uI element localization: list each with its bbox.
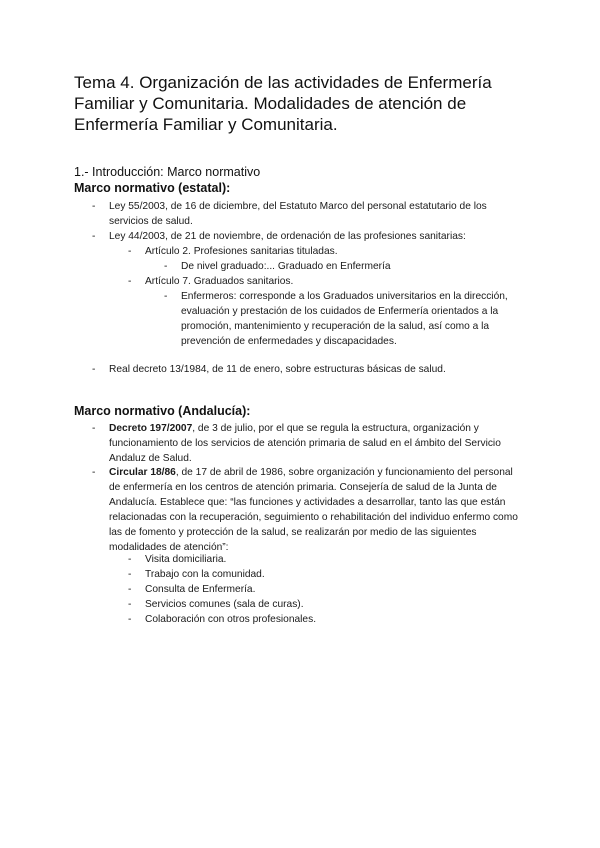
list-item-circular-18: Circular 18/86, de 17 de abril de 1986, sobre organización y funcionamiento del personal de enfermería en los centros de atención primaria. Consejería de salud de la Junta de Andalucía. Establece que: “las funciones y actividades a desarrollar, tanto las que están relacionadas con la recuperación, seguimiento o rehabilitación del individuo enfermo como las de fomento y protección de la salud, se realizarán por medio de las siguientes modalidades de atención”: [109, 467, 518, 553]
bullet-dash: - [92, 423, 96, 434]
bullet-dash: - [128, 614, 132, 625]
list-item-ley-44: Ley 44/2003, de 21 de noviembre, de ordenación de las profesiones sanitarias: [109, 231, 466, 242]
bullet-dash: - [128, 599, 132, 610]
list-item-nivel-graduado: De nivel graduado:... Graduado en Enfermería [181, 261, 391, 272]
list-item-ley-55: Ley 55/2003, de 16 de diciembre, del Estatuto Marco del personal estatutario de los servicios de salud. [109, 201, 487, 227]
bullet-dash: - [164, 261, 168, 272]
modalidad-item: Consulta de Enfermería. [145, 584, 256, 595]
modalidad-item: Colaboración con otros profesionales. [145, 614, 317, 625]
list-item-articulo-7: Artículo 7. Graduados sanitarios. [145, 276, 294, 287]
list-item-enfermeros: Enfermeros: corresponde a los Graduados universitarios en la dirección, evaluación y prestación de los cuidados de Enfermería orientados a la promoción, mantenimiento y recuperación de la salud, así como a la prevención de enfermedades y discapacidades. [181, 291, 508, 347]
modalidad-item: Trabajo con la comunidad. [145, 569, 265, 580]
bullet-dash: - [164, 291, 168, 302]
modalidad-item: Visita domiciliaria. [145, 554, 227, 565]
bullet-dash: - [128, 246, 132, 257]
bullet-dash: - [92, 467, 96, 478]
bullet-dash: - [92, 231, 96, 242]
bullet-dash: - [128, 569, 132, 580]
page-title: Tema 4. Organización de las actividades de Enfermería Familiar y Comunitaria. Modalidades de atención de Enfermería Familiar y Comunitaria. [74, 73, 492, 134]
subheading-marco-andalucia: Marco normativo (Andalucía): [74, 404, 251, 418]
list-item-real-decreto: Real decreto 13/1984, de 11 de enero, sobre estructuras básicas de salud. [109, 364, 446, 375]
bullet-dash: - [128, 554, 132, 565]
bullet-dash: - [92, 201, 96, 212]
subheading-marco-estatal: Marco normativo (estatal): [74, 181, 231, 195]
bullet-dash: - [128, 584, 132, 595]
bullet-dash: - [128, 276, 132, 287]
bullet-dash: - [92, 364, 96, 375]
section-heading-introduccion: 1.- Introducción: Marco normativo [74, 165, 261, 179]
list-item-decreto-197: Decreto 197/2007, de 3 de julio, por el que se regula la estructura, organización y funcionamiento de los servicios de atención primaria de salud en el ámbito del Servicio Andaluz de Salud. [109, 423, 501, 464]
list-item-articulo-2: Artículo 2. Profesiones sanitarias tituladas. [145, 246, 338, 257]
modalidad-item: Servicios comunes (sala de curas). [145, 599, 304, 610]
